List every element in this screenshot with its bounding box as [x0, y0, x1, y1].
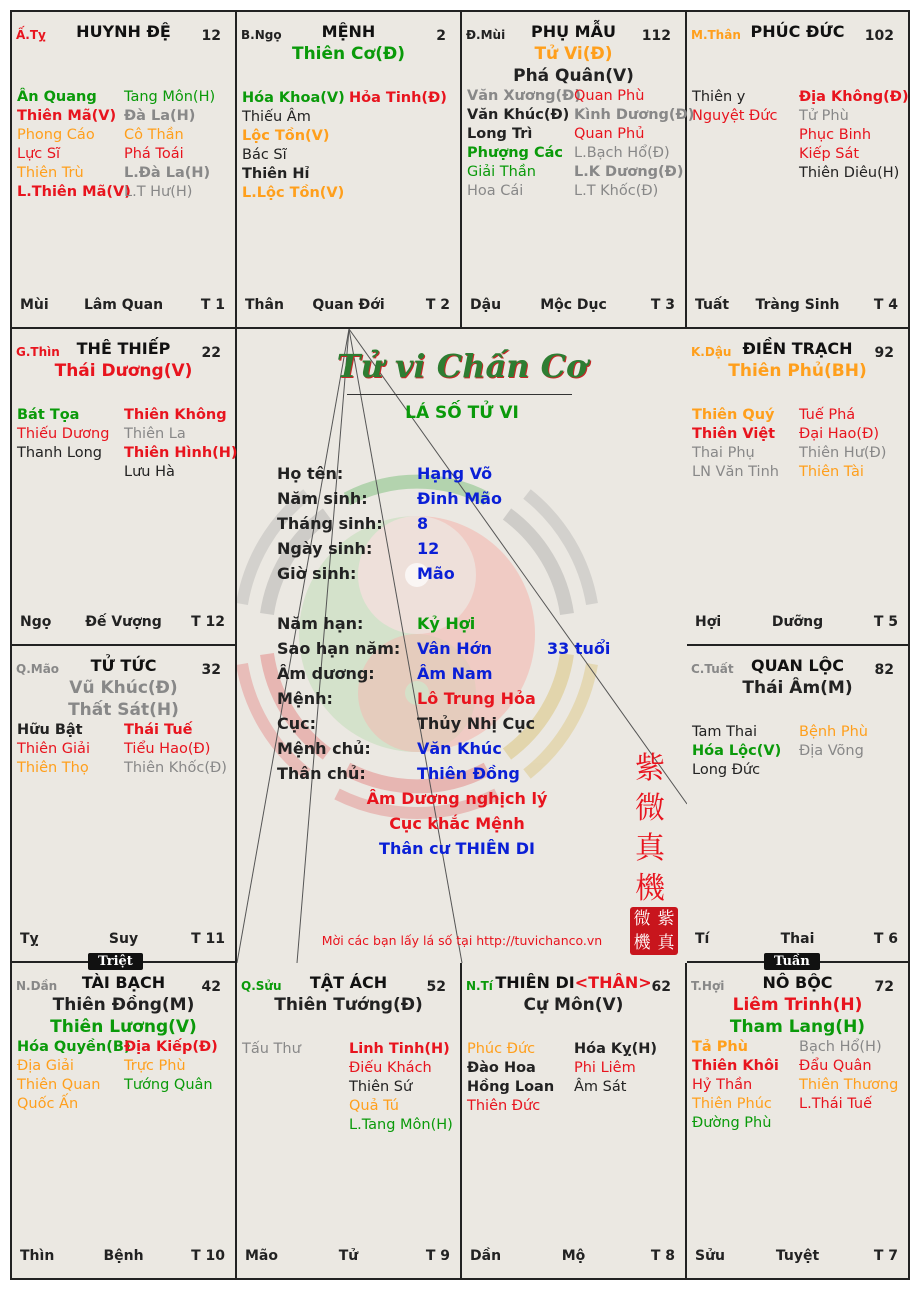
star-name: Địa Kiếp(Đ) [124, 1039, 218, 1055]
stamp-char: 微 [633, 909, 651, 929]
palace-tai-bach[interactable] [12, 963, 237, 1278]
palace-age-number: 112 [641, 28, 671, 44]
star-list-left [692, 1038, 779, 1133]
palace-branch: Ngọ [20, 614, 52, 630]
palace-branch: Mão [245, 1248, 278, 1264]
palace-age-number: 22 [201, 345, 221, 361]
star-name: Phá Toái [124, 146, 184, 162]
center-message: Cục khắc Mệnh [389, 814, 525, 833]
star-list-left [242, 1040, 301, 1059]
star-list-right [799, 1038, 898, 1114]
palace-phase: Thai [780, 931, 815, 947]
info-label: Năm sinh: [277, 489, 368, 508]
star-name: Thiên Hỉ [242, 166, 310, 182]
star-list-right [574, 1040, 657, 1097]
star-name: Quan Phủ [574, 126, 645, 142]
star-name: Cô Thần [124, 127, 184, 143]
main-star: Liêm Trinh(H) [732, 995, 863, 1015]
star-name: Bệnh Phù [799, 724, 868, 740]
palace-phase: Bệnh [103, 1248, 144, 1264]
info-label: Tháng sinh: [277, 514, 383, 533]
palace-can-chi: Q.Mão [16, 662, 60, 676]
palace-title: HUYNH ĐỆ [76, 22, 171, 41]
palace-no-boc[interactable] [687, 963, 908, 1278]
palace-title: TẬT ÁCH [309, 973, 388, 992]
info-label: Mệnh: [277, 689, 333, 708]
star-name: Tam Thai [692, 724, 758, 740]
star-name: Đẩu Quân [799, 1058, 872, 1074]
info-value: 8 [417, 514, 429, 533]
star-name: Phong Cáo [17, 127, 95, 143]
palace-branch: Tí [695, 931, 710, 947]
main-star: Thiên Cơ(Đ) [291, 44, 405, 64]
star-name: Thiên Thương [799, 1077, 899, 1093]
star-list-left [17, 88, 131, 202]
palace-phase: Tử [338, 1248, 359, 1264]
star-name: Thiên Thọ [17, 760, 89, 776]
star-name: Phục Binh [799, 127, 872, 143]
star-name: Thiên La [124, 426, 186, 442]
info-value: Mão [417, 564, 455, 583]
palace-age-number: 12 [201, 28, 221, 44]
center-info-panel [237, 329, 687, 963]
palace-tu-tuc[interactable] [12, 646, 237, 963]
main-star: Thiên Phủ(BH) [728, 361, 867, 381]
star-list-right [124, 721, 227, 778]
star-name: Tiểu Hao(Đ) [124, 741, 211, 757]
palace-age-number: 102 [864, 28, 894, 44]
main-star: Thiên Lương(V) [50, 1017, 197, 1037]
seal-char: 機 [635, 871, 665, 906]
info-value: Đinh Mão [417, 489, 502, 508]
than-marker: <THÂN> [574, 973, 652, 992]
star-name: Địa Giải [17, 1058, 74, 1074]
palace-quan-loc[interactable] [687, 646, 908, 963]
tuan-tag: Tuần [764, 953, 820, 970]
star-name: Thiên Hư(Đ) [799, 445, 887, 461]
palace-title: THIÊN DI<THÂN> [495, 973, 652, 992]
palace-period: T 2 [425, 297, 450, 313]
star-name: Lộc Tồn(V) [242, 128, 330, 144]
star-name: Hóa Lộc(V) [692, 743, 782, 759]
palace-age-number: 92 [874, 345, 894, 361]
palace-age-number: 62 [651, 979, 671, 995]
star-name: Thiếu Âm [242, 109, 311, 125]
star-list-right [799, 723, 868, 761]
info-value: Thiên Đồng [417, 764, 520, 783]
palace-branch: Dần [470, 1248, 502, 1264]
star-name: Lưu Hà [124, 464, 175, 480]
star-list-left [17, 721, 90, 778]
star-name: Thiên Giải [17, 741, 90, 757]
info-extra: 33 tuổi [547, 639, 611, 658]
star-name: Tướng Quân [124, 1077, 213, 1093]
main-star: Vũ Khúc(Đ) [69, 678, 178, 698]
stamp-char: 紫 [657, 909, 675, 929]
star-name: Thiên Khôi [692, 1058, 779, 1074]
palace-title: THÊ THIẾP [76, 339, 171, 358]
star-list-left [692, 88, 777, 126]
star-name: L.K Dương(Đ) [574, 164, 684, 180]
palace-branch: Sửu [695, 1248, 726, 1264]
palace-period: T 1 [200, 297, 225, 313]
info-label: Mệnh chủ: [277, 739, 371, 758]
star-name: Thái Tuế [124, 722, 193, 738]
star-name: Giải Thần [467, 164, 536, 180]
star-list-left [467, 1040, 554, 1116]
palace-branch: Thìn [20, 1248, 55, 1264]
star-name: Kiếp Sát [799, 146, 860, 162]
main-star: Thiên Đồng(M) [52, 995, 195, 1015]
palace-age-number: 32 [201, 662, 221, 678]
star-name: L.T Khốc(Đ) [574, 183, 659, 199]
palace-period: T 9 [425, 1248, 450, 1264]
star-list-right [349, 89, 447, 108]
palace-dien-trach[interactable] [687, 329, 908, 646]
star-list-left [17, 1038, 131, 1114]
palace-can-chi: Ấ.Tỵ [16, 28, 46, 42]
star-name: Thiên Trù [17, 165, 84, 181]
palace-can-chi: C.Tuất [691, 662, 734, 676]
star-name: Trực Phù [124, 1058, 186, 1074]
star-name: Nguyệt Đức [692, 108, 778, 124]
palace-period: T 3 [650, 297, 675, 313]
palace-title: PHỤ MẪU [531, 22, 616, 41]
star-list-left [242, 89, 345, 203]
star-name: Thiên Đức [467, 1098, 541, 1114]
palace-phase: Suy [108, 931, 139, 947]
center-message: Thân cư THIÊN DI [379, 839, 535, 858]
palace-period: T 6 [873, 931, 898, 947]
info-value: Vân Hớn [417, 639, 493, 658]
star-list-right [124, 406, 238, 482]
star-list-right [124, 1038, 218, 1095]
info-label: Ngày sinh: [277, 539, 373, 558]
star-name: Hỏa Tinh(Đ) [349, 90, 447, 106]
star-name: Thai Phụ [692, 445, 755, 461]
star-list-right [799, 406, 886, 482]
palace-tat-ach[interactable] [237, 963, 462, 1278]
star-name: Long Trì [467, 126, 533, 142]
main-star: Tham Lang(H) [729, 1017, 866, 1037]
star-name: Bạch Hổ(H) [799, 1039, 882, 1055]
palace-age-number: 52 [426, 979, 446, 995]
star-name: Tang Môn(H) [124, 89, 216, 105]
palace-title: TÀI BẠCH [81, 973, 166, 992]
palace-period: T 12 [191, 614, 225, 630]
palace-phase: Dưỡng [771, 614, 824, 630]
star-name: Địa Không(Đ) [799, 89, 909, 105]
palace-huynh-de[interactable] [12, 12, 237, 329]
star-list-right [574, 87, 694, 201]
palace-branch: Tỵ [20, 931, 39, 947]
stamp-char: 機 [633, 933, 651, 953]
star-name: Tuế Phá [799, 407, 856, 423]
info-label: Sao hạn năm: [277, 639, 401, 658]
star-name: Linh Tinh(H) [349, 1041, 450, 1057]
center-message: Âm Dương nghịch lý [366, 789, 548, 808]
star-name: Văn Xương(Đ) [467, 88, 581, 104]
palace-age-number: 82 [874, 662, 894, 678]
info-value: 12 [417, 539, 440, 558]
seal-char: 真 [635, 831, 665, 866]
star-name: Hóa Kỵ(H) [574, 1041, 658, 1057]
info-value: Âm Nam [417, 664, 493, 683]
info-value: Thủy Nhị Cục [417, 714, 536, 733]
star-name: L.Bạch Hổ(Đ) [574, 145, 670, 161]
star-name: Hữu Bật [17, 722, 83, 738]
star-name: Phúc Đức [467, 1041, 536, 1057]
star-name: L.Tang Môn(H) [349, 1117, 453, 1133]
star-name: Phi Liêm [574, 1060, 636, 1076]
star-name: Văn Khúc(Đ) [467, 107, 570, 123]
star-list-left [692, 406, 779, 482]
info-value: Lô Trung Hỏa [417, 689, 536, 708]
star-name: Thiên Quý [692, 407, 775, 423]
palace-branch: Thân [245, 297, 284, 313]
star-name: Hóa Quyền(B) [17, 1039, 131, 1055]
palace-can-chi: Đ.Mùi [466, 28, 506, 42]
star-name: Tả Phù [692, 1039, 748, 1055]
star-name: Thiên Khốc(Đ) [124, 760, 227, 776]
palace-period: T 8 [650, 1248, 675, 1264]
star-name: Thiên Mã(V) [17, 108, 117, 124]
star-name: Lực Sĩ [17, 146, 61, 162]
main-star: Phá Quân(V) [513, 66, 634, 86]
logo-divider [347, 394, 572, 395]
main-star: Tử Vi(Đ) [534, 44, 613, 64]
star-name: Thiên Quan [17, 1077, 101, 1093]
main-star: Thất Sát(H) [68, 700, 179, 720]
palace-can-chi: K.Dậu [691, 345, 732, 359]
main-star: Cự Môn(V) [523, 995, 624, 1015]
star-name: Ân Quang [17, 89, 97, 105]
chart-heading: LÁ SỐ TỬ VI [405, 403, 519, 423]
palace-title: NÔ BỘC [762, 973, 833, 992]
triet-tag: Triệt [88, 953, 143, 970]
star-name: Thanh Long [17, 445, 103, 461]
horoscope-chart [10, 10, 910, 1280]
palace-title: PHÚC ĐỨC [750, 22, 845, 41]
star-name: Thiếu Dương [17, 426, 110, 442]
star-name: Thiên Việt [692, 426, 776, 442]
palace-phase: Lâm Quan [83, 297, 164, 313]
palace-thien-di[interactable] [462, 963, 687, 1278]
seal-stamp-icon [630, 907, 678, 955]
info-value: Hạng Võ [417, 464, 493, 483]
palace-phase: Tuyệt [775, 1248, 820, 1264]
palace-can-chi: N.Tí [466, 979, 493, 993]
palace-age-number: 2 [436, 28, 446, 44]
star-name: Thiên Tài [799, 464, 864, 480]
star-name: LN Văn Tinh [692, 464, 779, 480]
palace-title: ĐIỀN TRẠCH [742, 339, 853, 358]
palace-can-chi: Q.Sửu [241, 979, 282, 993]
main-star: Thái Dương(V) [54, 361, 193, 381]
palace-can-chi: T.Hợi [691, 979, 725, 993]
star-name: Hỷ Thần [692, 1077, 753, 1093]
palace-period: T 4 [873, 297, 898, 313]
star-name: Long Đức [692, 762, 761, 778]
palace-phase: Tràng Sinh [755, 297, 840, 313]
palace-age-number: 72 [874, 979, 894, 995]
star-name: Hoa Cái [467, 183, 524, 199]
star-list-right [124, 88, 215, 202]
seal-char: 紫 [635, 751, 665, 786]
info-value: Kỷ Hợi [417, 614, 476, 633]
palace-phase: Mộc Dục [540, 297, 607, 313]
star-name: L.Đà La(H) [124, 165, 211, 181]
star-name: Âm Sát [574, 1079, 627, 1095]
palace-period: T 11 [191, 931, 225, 947]
palace-branch: Hợi [695, 614, 722, 630]
star-name: L.Thiên Mã(V) [17, 184, 131, 200]
palace-period: T 7 [873, 1248, 898, 1264]
seal-vertical [625, 749, 675, 909]
main-star: Thái Âm(M) [742, 678, 853, 698]
star-name: Thiên Sứ [349, 1079, 413, 1095]
palace-can-chi: G.Thìn [16, 345, 60, 359]
palace-title: QUAN LỘC [751, 656, 844, 675]
palace-phuc-duc[interactable] [687, 12, 908, 329]
info-value: Văn Khúc [417, 739, 502, 758]
stamp-char: 真 [657, 933, 675, 953]
palace-period: T 10 [191, 1248, 225, 1264]
star-name: Kình Dương(Đ) [574, 107, 695, 123]
star-name: Đường Phù [692, 1115, 772, 1131]
star-name: Tấu Thư [242, 1041, 301, 1057]
palace-phase: Quan Đới [312, 297, 385, 313]
star-name: Phượng Các [467, 145, 564, 161]
palace-title: TỬ TỨC [90, 656, 157, 675]
star-list-left [17, 406, 109, 463]
palace-phu-mau[interactable] [462, 12, 695, 329]
palace-can-chi: M.Thân [691, 28, 741, 42]
palace-phase: Mộ [561, 1248, 586, 1264]
star-name: L.Thái Tuế [799, 1096, 873, 1112]
star-name: Bát Tọa [17, 407, 80, 423]
star-list-right [799, 88, 909, 183]
star-name: L.Lộc Tồn(V) [242, 185, 345, 201]
site-footer-link[interactable]: Mời các bạn lấy lá số tại http://tuvichanco.vn [321, 933, 603, 948]
palace-branch: Dậu [470, 297, 502, 313]
palace-can-chi: B.Ngọ [241, 28, 282, 42]
star-name: Tử Phù [799, 108, 849, 124]
main-star: Thiên Tướng(Đ) [274, 995, 423, 1015]
logo-script: Tử vi Chấn Cơ [336, 347, 588, 385]
info-label: Giờ sinh: [277, 564, 357, 583]
palace-age-number: 42 [201, 979, 221, 995]
star-name: Thiên Diêu(H) [799, 165, 900, 181]
star-name: Đà La(H) [124, 108, 196, 124]
star-list-right [349, 1040, 453, 1135]
info-label: Họ tên: [277, 464, 344, 483]
palace-phase: Đế Vượng [85, 614, 162, 630]
star-list-left [467, 87, 581, 201]
info-label: Âm dương: [277, 664, 375, 683]
star-name: Quan Phù [574, 88, 645, 104]
palace-branch: Mùi [20, 297, 49, 313]
star-name: Đào Hoa [467, 1060, 536, 1076]
palace-period: T 5 [873, 614, 898, 630]
star-name: Điếu Khách [349, 1060, 432, 1076]
star-name: Bác Sĩ [242, 147, 287, 163]
star-name: Địa Võng [799, 743, 864, 759]
palace-title: MỆNH [321, 22, 376, 41]
star-name: L.T Hư(H) [124, 184, 193, 200]
palace-can-chi: N.Dần [16, 979, 58, 993]
star-name: Quốc Ấn [17, 1096, 79, 1112]
star-name: Thiên y [692, 89, 746, 105]
star-name: Quả Tú [349, 1098, 399, 1114]
palace-branch: Tuất [695, 297, 730, 313]
star-name: Đại Hao(Đ) [799, 426, 879, 442]
seal-char: 微 [635, 791, 665, 826]
star-name: Thiên Phúc [692, 1096, 772, 1112]
info-label: Năm hạn: [277, 614, 364, 633]
star-name: Hồng Loan [467, 1079, 555, 1095]
palace-menh[interactable] [237, 12, 462, 329]
info-label: Cục: [277, 714, 317, 733]
star-name: Thiên Không [124, 407, 227, 423]
palace-the-thiep[interactable] [12, 329, 237, 646]
star-name: Hóa Khoa(V) [242, 90, 345, 106]
info-label: Thân chủ: [277, 764, 366, 783]
star-name: Thiên Hình(H) [124, 445, 238, 461]
star-list-left [692, 723, 781, 780]
